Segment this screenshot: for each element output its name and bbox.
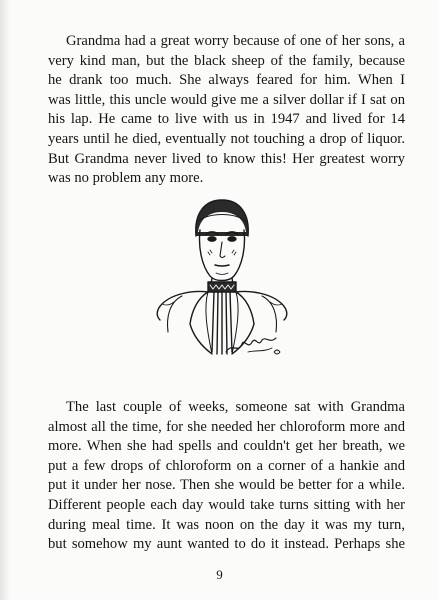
text-line: during meal time. It was noon on the day it was my turn, <box>48 516 405 533</box>
text-line: put it under her nose. Then she would be better for a while. <box>48 477 405 494</box>
portrait-sketch-icon <box>152 192 292 372</box>
text-line: Different people each day would take turns sitting with her <box>48 496 405 513</box>
page-number: 9 <box>216 567 223 582</box>
text-line: was little, this uncle would give me a silver dollar if I sat on <box>48 91 405 108</box>
text-line: his lap. He came to live with us in 1947 and lived for 14 <box>48 111 405 128</box>
text-line: Grandma had a great worry because of one of her sons, a <box>66 33 405 49</box>
text-line: but somehow my aunt wanted to do it instead. Perhaps she <box>48 536 405 553</box>
text-line: years until he died, eventually not touching a drop of liquor. <box>48 130 405 147</box>
text-line: The last couple of weeks, someone sat with Grandma <box>66 399 405 415</box>
text-line: more. When she had spells and couldn't get her breath, we <box>48 438 405 455</box>
paragraph-grandma-worry <box>48 32 405 189</box>
page-spine-shadow <box>0 0 10 600</box>
text-line: almost all the time, for she needed her chloroform more and <box>48 418 405 435</box>
text-line: But Grandma never lived to know this! Her greatest worry <box>48 150 405 167</box>
text-line: very kind man, but the black sheep of the family, because <box>48 52 405 69</box>
text-line: put a few drops of chloroform on a corner of a hankie and <box>48 457 405 474</box>
paragraph-last-weeks <box>48 398 405 555</box>
text-line: he drank too much. She always feared for him. When I <box>48 72 405 89</box>
text-line: was no problem any more. <box>48 170 204 187</box>
